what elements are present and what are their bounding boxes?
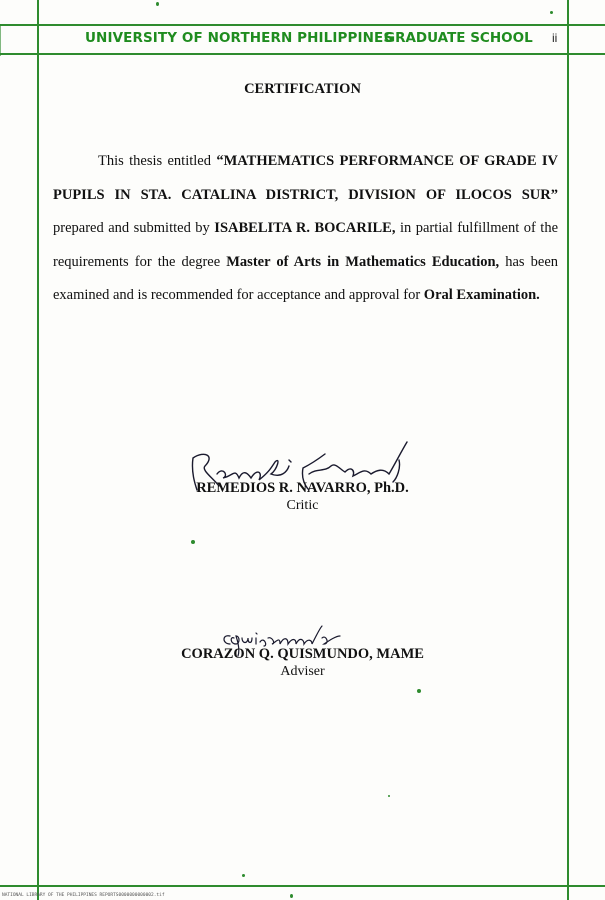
critic-block [0,480,605,514]
adviser-block [0,646,605,680]
critic-name: REMEDIOS R. NAVARRO, Ph.D. [196,480,409,496]
exam-name: Oral Examination. [423,287,540,303]
text-intro: This thesis entitled [98,153,217,169]
scan-speck [550,11,553,14]
degree-name: Master of Arts in Mathematics Education, [226,253,500,270]
page-number: ii [552,31,558,45]
university-name: UNIVERSITY OF NORTHERN PHILIPPINES [85,30,394,46]
border-right [567,0,569,900]
border-left-outer [0,24,1,56]
thesis-title: “MATHEMATICS PERFORMANCE OF GRADE IV PUPILS IN STA. CATALINA DISTRICT, DIVISION OF ILOCOS SUR” [53,153,558,203]
scan-speck [191,540,195,544]
adviser-role: Adviser [280,664,325,679]
certification-title: CERTIFICATION [244,81,361,97]
text-prepared: prepared and submitted by [53,220,215,236]
school-name: GRADUATE SCHOOL [384,30,533,46]
scan-speck [290,894,293,898]
page-header [38,24,568,54]
scan-speck [156,2,159,6]
border-left [37,0,39,900]
critic-role: Critic [286,498,319,513]
scan-speck [388,795,390,797]
scan-speck [417,689,421,693]
author-name: ISABELITA R. BOCARILE, [214,220,396,236]
border-bottom [0,885,605,887]
text-examined: has been examined and is recommended for acceptance and approval for [53,253,559,303]
footer-stamp: NATIONAL LIBRARY OF THE PHILIPPINES REPORTS0000000000002.tif [2,893,165,898]
text-requirements: in partial fulfillment of the requirements for the degree [53,220,559,270]
adviser-name: CORAZON Q. QUISMUNDO, MAME [181,646,424,662]
certification-paragraph [53,145,558,313]
scan-speck [242,874,245,877]
